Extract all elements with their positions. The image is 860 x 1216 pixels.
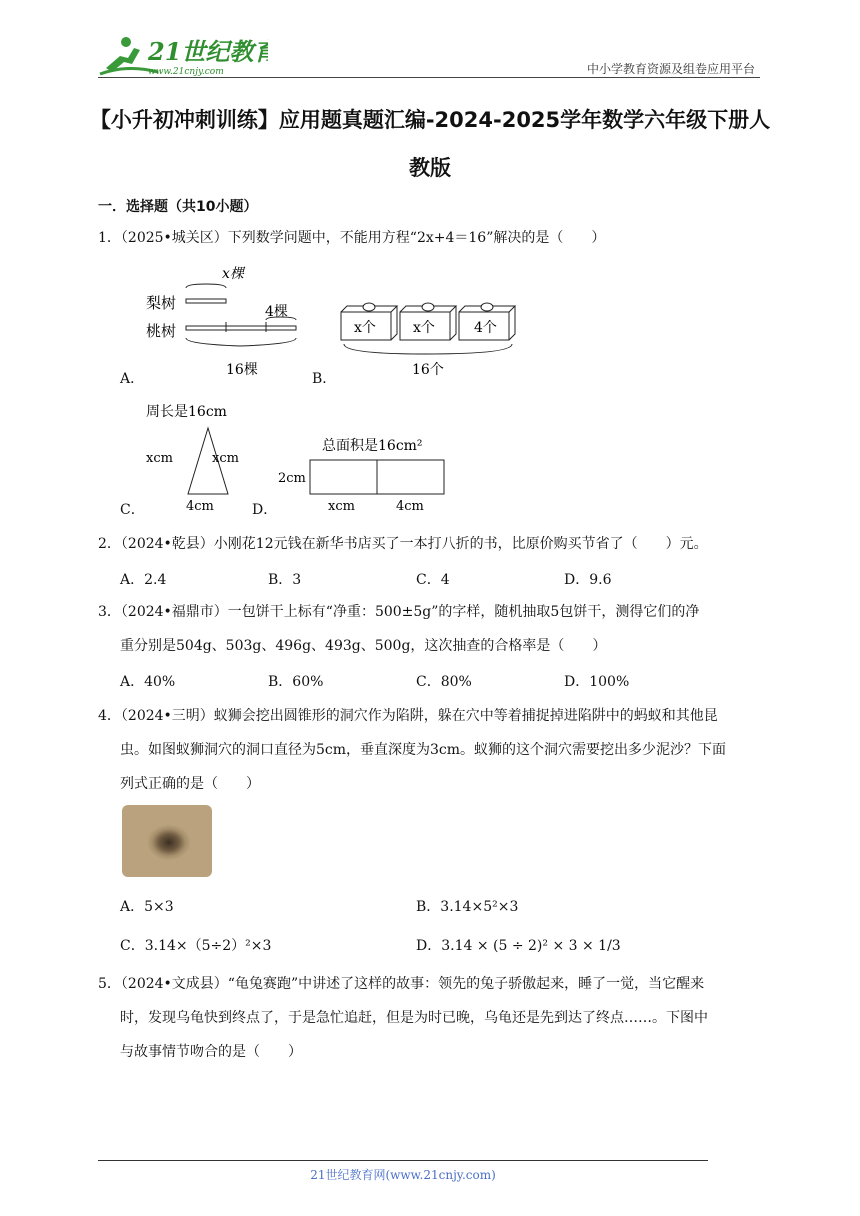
footer-divider <box>98 1160 708 1161</box>
q4-option-b[interactable]: B．3.14×5²×3 <box>416 899 519 915</box>
section-heading: 一．选择题（共10小题） <box>98 199 258 215</box>
q1-figure-d <box>276 432 456 518</box>
figb-box3: 4个 <box>474 320 497 336</box>
question-4-line3: 列式正确的是（ ） <box>120 776 260 792</box>
q3-option-d[interactable]: D．100% <box>564 674 630 690</box>
q3-option-b[interactable]: B．60% <box>268 674 324 690</box>
question-5-line2: 时，发现乌龟快到终点了，于是急忙追赶，但是为时已晚，乌龟还是先到达了终点……。下图中 <box>120 1010 708 1026</box>
question-5-line1: 5．（2024•文成县）“龟兔赛跑”中讲述了这样的故事：领先的兔子骄傲起来，睡了一觉，当它醒来 <box>98 976 705 992</box>
q1-option-d[interactable]: D． <box>252 502 278 518</box>
q1-option-b[interactable]: B． <box>312 371 337 387</box>
q4-option-a[interactable]: A．5×3 <box>120 899 174 915</box>
figa-total: 16棵 <box>226 362 258 378</box>
figd-w1: xcm <box>328 499 355 514</box>
figd-w2: 4cm <box>396 499 424 514</box>
figd-area: 总面积是16cm² <box>322 438 423 454</box>
q2-option-b[interactable]: B．3 <box>268 572 302 588</box>
q1-option-c[interactable]: C． <box>120 502 145 518</box>
q4-option-c[interactable]: C．3.14×（5÷2）²×3 <box>120 938 272 954</box>
figc-left: xcm <box>146 451 173 466</box>
figa-pear-label: 梨树 <box>146 294 177 312</box>
footer-site[interactable]: 21世纪教育网(www.21cnjy.com) <box>310 1168 496 1182</box>
doc-title-line2: 教版 <box>409 156 451 180</box>
figc-perimeter: 周长是16cm <box>146 404 227 420</box>
q3-option-a[interactable]: A．40% <box>120 674 176 690</box>
figb-total: 16个 <box>412 362 444 378</box>
doc-title-line1: 【小升初冲刺训练】应用题真题汇编-2024-2025学年数学六年级下册人 <box>89 108 771 132</box>
question-3-line2: 重分别是504g、503g、496g、493g、500g，这次抽查的合格率是（ ） <box>120 638 607 654</box>
logo-url: www.21cnjy.com <box>148 67 224 77</box>
question-4-line1: 4．（2024•三明）蚁狮会挖出圆锥形的洞穴作为陷阱，躲在穴中等着捕捉掉进陷阱中的蚂蚁和其他昆 <box>98 708 718 724</box>
q2-option-a[interactable]: A．2.4 <box>120 572 167 588</box>
q4-option-d[interactable]: D．3.14 × (5 ÷ 2)² × 3 × 1/3 <box>416 938 621 954</box>
q1-option-a[interactable]: A． <box>120 371 145 387</box>
antlion-pit-image <box>122 805 212 877</box>
figa-x-trees: x棵 <box>222 266 244 282</box>
header-divider <box>98 77 760 78</box>
question-3-line1: 3．（2024•福鼎市）一包饼干上标有“净重：500±5g”的字样，随机抽取5包饼干，测得它们的净 <box>98 604 700 620</box>
figa-four-trees: 4棵 <box>265 304 288 320</box>
q1-figure-c <box>142 398 252 520</box>
q1-figure-a <box>140 262 305 384</box>
site-logo <box>98 34 268 78</box>
q2-option-c[interactable]: C．4 <box>416 572 450 588</box>
q1-figure-b <box>336 298 526 386</box>
figd-height: 2cm <box>278 471 306 486</box>
question-4-line2: 虫。如图蚁狮洞穴的洞口直径为5cm，垂直深度为3cm。蚁狮的这个洞穴需要挖出多少泥沙？下面 <box>120 742 727 758</box>
question-1-text: 1．（2025•城关区）下列数学问题中，不能用方程“2x+4＝16”解决的是（ ） <box>98 230 606 246</box>
logo-text: 21世纪教育 <box>148 37 268 66</box>
question-5-line3: 与故事情节吻合的是（ ） <box>120 1044 302 1060</box>
figc-base: 4cm <box>186 499 214 514</box>
question-2-text: 2．（2024•乾县）小刚花12元钱在新华书店买了一本打八折的书，比原价购买节省了（ ）元。 <box>98 536 708 552</box>
figc-right: xcm <box>212 451 239 466</box>
q3-option-c[interactable]: C．80% <box>416 674 472 690</box>
figa-peach-label: 桃树 <box>146 322 177 340</box>
q2-option-d[interactable]: D．9.6 <box>564 572 612 588</box>
header-platform-text: 中小学教育资源及组卷应用平台 <box>586 62 755 76</box>
figb-box2: x个 <box>413 320 435 336</box>
figb-box1: x个 <box>354 320 376 336</box>
